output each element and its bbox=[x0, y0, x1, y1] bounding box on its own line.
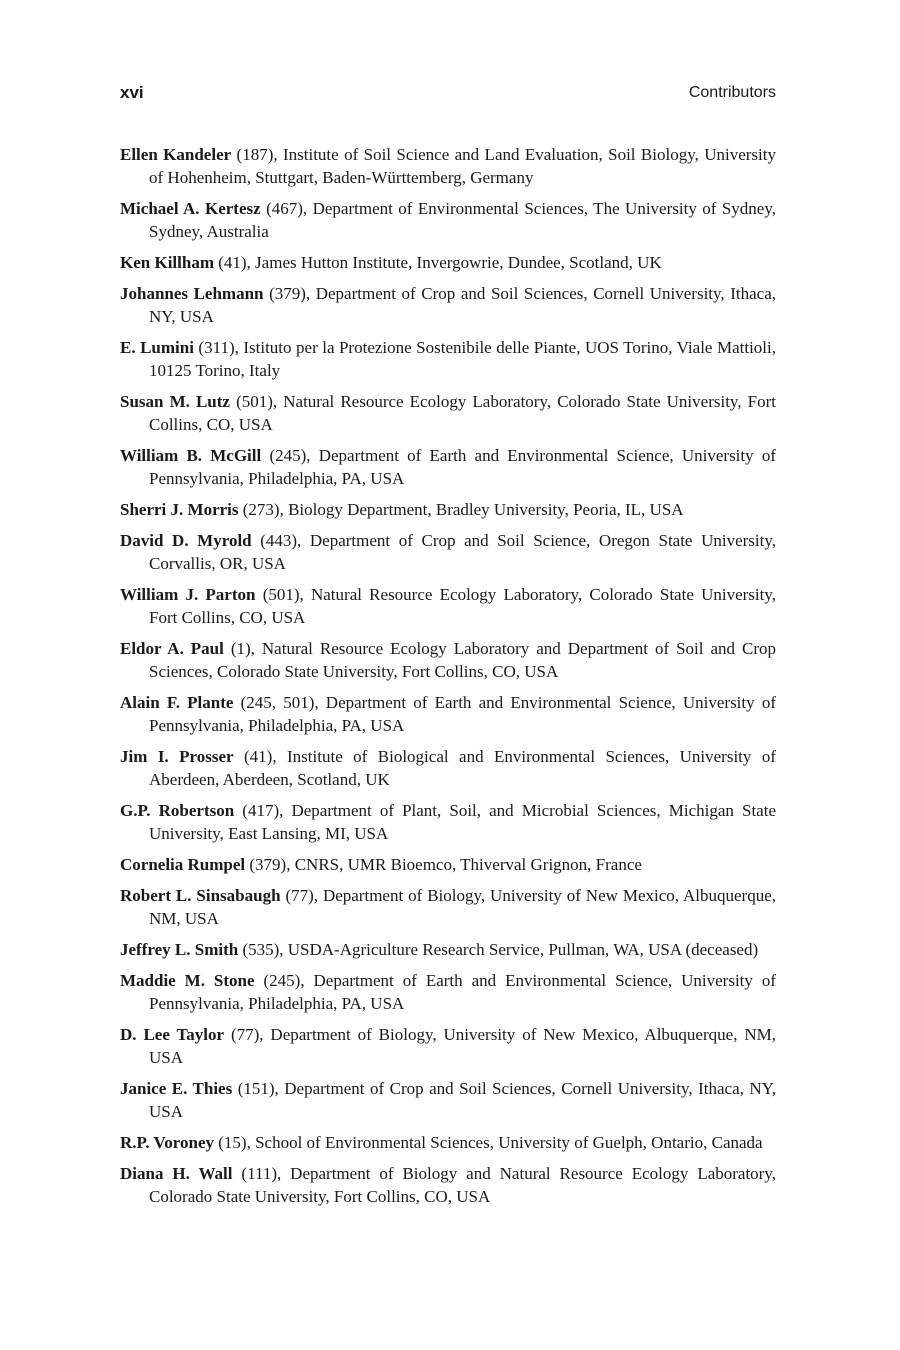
contributor-entry bbox=[120, 143, 776, 189]
contributor-name: E. Lumini bbox=[120, 338, 194, 357]
contributor-entry bbox=[120, 251, 776, 274]
contributor-entry bbox=[120, 853, 776, 876]
contributor-entry bbox=[120, 583, 776, 629]
contributor-entry bbox=[120, 336, 776, 382]
contributor-name: D. Lee Taylor bbox=[120, 1025, 225, 1044]
contributor-entry bbox=[120, 529, 776, 575]
contributor-details: (245), Department of Earth and Environmental Science, University of Pennsylvania, Philadelphia, PA, USA bbox=[149, 446, 776, 488]
contributor-name: Johannes Lehmann bbox=[120, 284, 264, 303]
contributor-entry bbox=[120, 938, 776, 961]
page-number: xvi bbox=[120, 83, 144, 102]
contributor-details: (245), Department of Earth and Environmental Science, University of Pennsylvania, Philadelphia, PA, USA bbox=[149, 971, 777, 1013]
contributor-entry bbox=[120, 637, 776, 683]
contributor-entry bbox=[120, 197, 776, 243]
contributor-entry bbox=[120, 969, 776, 1015]
contributor-name: David D. Myrold bbox=[120, 531, 252, 550]
contributor-details: (187), Institute of Soil Science and Land Evaluation, Soil Biology, University of Hohenheim, Stuttgart, Baden-Württemberg, Germany bbox=[149, 145, 776, 187]
contributor-entry bbox=[120, 390, 776, 436]
contributor-details: (311), Istituto per la Protezione Sostenibile delle Piante, UOS Torino, Viale Mattioli, 10125 Torino, Italy bbox=[149, 338, 776, 380]
contributor-name: William B. McGill bbox=[120, 446, 262, 465]
contributor-name: Susan M. Lutz bbox=[120, 392, 230, 411]
contributor-details: (41), James Hutton Institute, Invergowrie, Dundee, Scotland, UK bbox=[213, 253, 662, 272]
contributor-details: (41), Institute of Biological and Environmental Sciences, University of Aberdeen, Aberdeen, Scotland, UK bbox=[149, 747, 777, 789]
contributor-name: Jim I. Prosser bbox=[120, 747, 234, 766]
contributor-name: R.P. Voroney bbox=[120, 1133, 214, 1152]
contributors-page bbox=[120, 0, 776, 1350]
contributor-name: Sherri J. Morris bbox=[120, 500, 239, 519]
contributor-entry bbox=[120, 1131, 776, 1154]
contributor-entry bbox=[120, 1077, 776, 1123]
contributor-details: (15), School of Environmental Sciences, University of Guelph, Ontario, Canada bbox=[214, 1133, 763, 1152]
contributor-name: Robert L. Sinsabaugh bbox=[120, 886, 281, 905]
contributor-name: Eldor A. Paul bbox=[120, 639, 224, 658]
contributors-list bbox=[120, 143, 776, 1216]
contributor-details: (77), Department of Biology, University of New Mexico, Albuquerque, NM, USA bbox=[149, 1025, 776, 1067]
contributor-details: (379), CNRS, UMR Bioemco, Thiverval Grignon, France bbox=[245, 855, 642, 874]
contributor-details: (245, 501), Department of Earth and Environmental Science, University of Pennsylvania, Philadelphia, PA, USA bbox=[149, 693, 776, 735]
contributor-details: (467), Department of Environmental Sciences, The University of Sydney, Sydney, Australia bbox=[149, 199, 776, 241]
contributor-entry bbox=[120, 745, 776, 791]
contributor-name: Jeffrey L. Smith bbox=[120, 940, 239, 959]
contributor-name: William J. Parton bbox=[120, 585, 256, 604]
contributor-details: (379), Department of Crop and Soil Sciences, Cornell University, Ithaca, NY, USA bbox=[149, 284, 777, 326]
contributor-name: Ellen Kandeler bbox=[120, 145, 232, 164]
contributor-details: (111), Department of Biology and Natural Resource Ecology Laboratory, Colorado State University, Fort Collins, CO, USA bbox=[149, 1164, 776, 1206]
contributor-entry bbox=[120, 884, 776, 930]
contributor-details: (273), Biology Department, Bradley University, Peoria, IL, USA bbox=[238, 500, 684, 519]
contributor-name: Alain F. Plante bbox=[120, 693, 234, 712]
contributor-details: (77), Department of Biology, University of New Mexico, Albuquerque, NM, USA bbox=[149, 886, 776, 928]
contributor-entry bbox=[120, 799, 776, 845]
contributor-details: (417), Department of Plant, Soil, and Microbial Sciences, Michigan State University, East Lansing, MI, USA bbox=[149, 801, 776, 843]
contributor-name: Diana H. Wall bbox=[120, 1164, 233, 1183]
contributor-details: (501), Natural Resource Ecology Laboratory, Colorado State University, Fort Collins, CO, USA bbox=[149, 392, 776, 434]
running-head bbox=[120, 82, 776, 106]
contributor-entry bbox=[120, 691, 776, 737]
contributor-name: G.P. Robertson bbox=[120, 801, 235, 820]
contributor-entry bbox=[120, 282, 776, 328]
contributor-details: (501), Natural Resource Ecology Laboratory, Colorado State University, Fort Collins, CO, USA bbox=[149, 585, 777, 627]
contributor-entry bbox=[120, 1023, 776, 1069]
contributor-entry bbox=[120, 444, 776, 490]
contributor-entry bbox=[120, 498, 776, 521]
contributor-name: Cornelia Rumpel bbox=[120, 855, 246, 874]
contributor-name: Maddie M. Stone bbox=[120, 971, 255, 990]
contributor-details: (535), USDA-Agriculture Research Service, Pullman, WA, USA (deceased) bbox=[238, 940, 759, 959]
contributor-name: Michael A. Kertesz bbox=[120, 199, 261, 218]
contributor-details: (443), Department of Crop and Soil Science, Oregon State University, Corvallis, OR, USA bbox=[149, 531, 776, 573]
contributor-name: Janice E. Thies bbox=[120, 1079, 233, 1098]
running-title: Contributors bbox=[688, 84, 776, 101]
contributor-details: (151), Department of Crop and Soil Sciences, Cornell University, Ithaca, NY, USA bbox=[149, 1079, 776, 1121]
contributor-name: Ken Killham bbox=[120, 253, 214, 272]
contributor-details: (1), Natural Resource Ecology Laboratory and Department of Soil and Crop Sciences, Colorado State University, Fort Collins, CO, USA bbox=[149, 639, 777, 681]
contributor-entry bbox=[120, 1162, 776, 1208]
